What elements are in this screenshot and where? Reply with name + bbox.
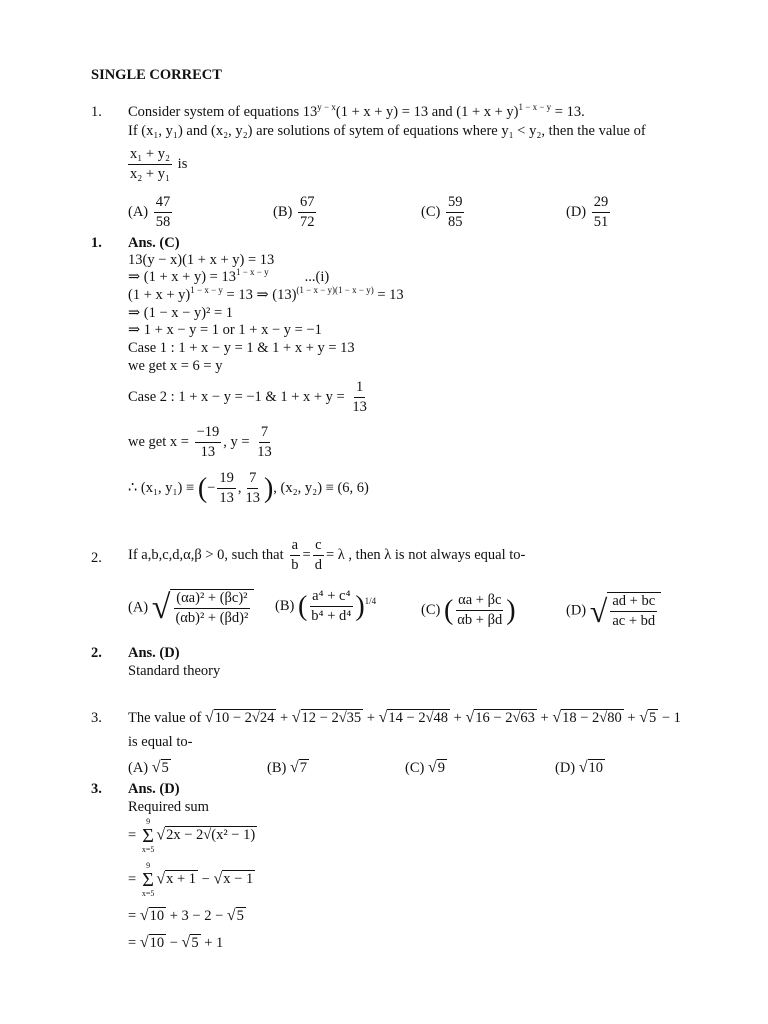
solution-line: ⇒ $(1 + x + y) = 13^{1 - x - y}$ ...(i) bbox=[128, 267, 330, 285]
answer-number: 3. bbox=[91, 781, 102, 797]
answer-label: Ans. (D) bbox=[128, 645, 180, 661]
question-3-line-2: is equal to- bbox=[128, 734, 193, 750]
question-number: 1. bbox=[91, 104, 102, 120]
option-a[interactable]: (A) √5 bbox=[128, 759, 169, 776]
solution-line: ∴ (x₁, y₁) ≡ (− $\frac{19}{13}$ , $\frac{7}{13}$ ), (x₂, y₂) ≡ (6, 6) bbox=[128, 470, 369, 507]
solution-line: = 9 Σ x=5 √2x − 2√(x² − 1) bbox=[128, 817, 256, 854]
option-c[interactable]: (C) √9 bbox=[405, 759, 445, 776]
solution-line: = √10 + 3 − 2 − √5 bbox=[128, 907, 244, 924]
answer-number: 2. bbox=[91, 645, 102, 661]
question-number: 3. bbox=[91, 710, 102, 726]
option-d[interactable]: (D) √ $\frac{ad + bc}{ac + bd}$ bbox=[566, 592, 661, 631]
answer-number: 1. bbox=[91, 235, 102, 251]
question-number: 2. bbox=[91, 550, 102, 566]
question-1-line-1: Consider system of equations $13^{y - x}(1 + x + y) = 13$ and $(1 + x + y)^{1 - x - y} = 13$. bbox=[128, 102, 585, 120]
solution-line: $(1 + x + y)^{1 - x - y} = 13$ ⇒ $(13)^{(1 - x - y)(1 - x - y)} = 13$ bbox=[128, 285, 404, 303]
question-1-expression: $\frac{\text{x₁ + y₂}}{\text{x₂ + y₁}}$ is bbox=[130, 146, 188, 183]
solution-line: ⇒ 1 + x − y = 1 or 1 + x − y = −1 bbox=[128, 322, 322, 338]
answer-label: Ans. (D) bbox=[128, 781, 180, 797]
solution-line: we get x = $\frac{-19}{13}$ , y = $\frac{7}{13}$ bbox=[128, 424, 272, 461]
option-b[interactable]: (B) ( $\frac{\text{a⁴ + c⁴}}{\text{b⁴ + d⁴}}$ )$^{1/4}$ bbox=[275, 588, 377, 625]
option-b[interactable]: (B) $\frac{67}{72}$ bbox=[273, 194, 315, 231]
option-d[interactable]: (D) $\frac{29}{51}$ bbox=[566, 194, 609, 231]
option-a[interactable]: (A) $\frac{47}{58}$ bbox=[128, 194, 171, 231]
solution-line: = 9 Σ x=5 √x + 1 − √x − 1 bbox=[128, 861, 254, 898]
section-heading: SINGLE CORRECT bbox=[91, 67, 222, 83]
solution-line: we get x = 6 = y bbox=[128, 358, 223, 374]
answer-label: Ans. (C) bbox=[128, 235, 180, 251]
option-b[interactable]: (B) √7 bbox=[267, 759, 307, 776]
solution-line: Required sum bbox=[128, 799, 209, 815]
solution-line: Case 1 : 1 + x − y = 1 & 1 + x + y = 13 bbox=[128, 340, 355, 356]
option-c[interactable]: (C) ( $\frac{\alpha a + \beta c}{\alpha b + \beta d}$ ) bbox=[421, 592, 516, 629]
question-2-text: If a,b,c,d,α,β > 0, such that $\frac{a}{b}$ = $\frac{c}{d}$ = λ , then λ is not always equal to- bbox=[128, 537, 526, 574]
solution-line: 13(y − x)(1 + x + y) = 13 bbox=[128, 252, 275, 268]
option-c[interactable]: (C) $\frac{59}{85}$ bbox=[421, 194, 463, 231]
option-d[interactable]: (D) √10 bbox=[555, 759, 604, 776]
question-3-expression: The value of √10 − 2√24 + √12 − 2√35 + √14 − 2√48 + √16 − 2√63 + √18 − 2√80 + √5 − 1 bbox=[128, 709, 681, 726]
solution-line: Case 2 : 1 + x − y = −1 & 1 + x + y = $\frac{1}{13}$ bbox=[128, 379, 367, 416]
solution-line: = √10 − √5 + 1 bbox=[128, 934, 224, 951]
solution-line: ⇒ (1 − x − y)² = 1 bbox=[128, 305, 234, 321]
option-a[interactable]: (A) √ $\frac{\text{(αa)² + (βc)²}}{\text{(αb)² + (βd)²}}$ bbox=[128, 588, 254, 629]
question-1-line-2: If (x₁, y₁) and (x₂, y₂) are solutions of sytem of equations where y₁ < y₂, then the value of bbox=[128, 123, 646, 139]
solution-line: Standard theory bbox=[128, 663, 221, 679]
